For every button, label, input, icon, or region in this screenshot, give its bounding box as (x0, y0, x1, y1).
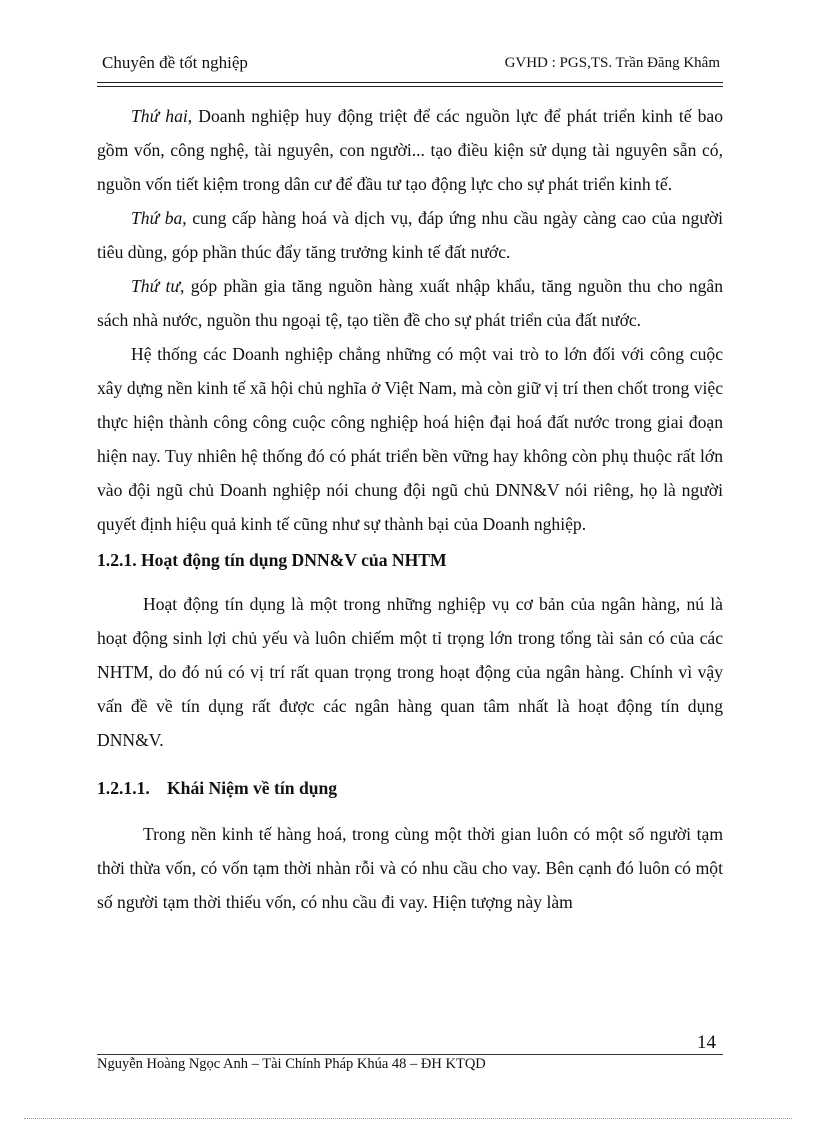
paragraph-thu-tu (97, 269, 723, 337)
paragraph-label: Thứ tư (131, 276, 180, 296)
section-paragraph: Hoạt động tín dụng là một trong những nghiệp vụ cơ bản của ngân hàng, nú là hoạt động sinh lợi chủ yếu và luôn chiếm một tỉ trọng lớn trong tổng tài sản có của các NHTM, do đó nú có vị trí rất quan trọng trong hoạt động của ngân hàng. Chính vì vậy vấn đề về tín dụng rất được các ngân hàng quan tâm nhất là hoạt động tín dụng DNN&V. (97, 594, 723, 750)
page-number: 14 (697, 1032, 716, 1053)
subsection-title: Khái Niệm về tín dụng (167, 778, 338, 798)
paragraph-text: , Doanh nghiệp huy động triệt để các nguồn lực để phát triển kinh tế bao gồm vốn, công nghệ, tài nguyên, con người... tạo điều kiện sử dụng tài nguyên sẵn có, nguồn vốn tiết kiệm trong dân cư để đầu tư tạo động lực cho sự phát triển kinh tế. (97, 106, 724, 194)
section-heading: 1.2.1. Hoạt động tín dụng DNN&V của NHTM (97, 550, 447, 570)
paragraph-he-thong: Hệ thống các Doanh nghiệp chẳng những có một vai trò to lớn đối với công cuộc xây dựng nền kinh tế xã hội chủ nghĩa ở Việt Nam, mà còn giữ vị trí then chốt trong việc thực hiện thành công công cuộc công nghiệp hoá hiện đại hoá đất nước trong giai đoạn hiện nay. Tuy nhiên hệ thống đó có phát triển bền vững hay không còn phụ thuộc rất lớn vào đội ngũ chủ Doanh nghiệp nói chung đội ngũ chủ DNN&V nói riêng, họ là người quyết định hiệu quả kinh tế cũng như sự thành bại của Doanh nghiệp. (97, 344, 723, 534)
paragraph-text: , góp phần gia tăng nguồn hàng xuất nhập khẩu, tăng nguồn thu cho ngân sách nhà nước, nguồn thu ngoại tệ, tạo tiền đề cho sự phát triển của đất nước. (97, 276, 724, 330)
paragraph-label: Thứ ba (131, 208, 183, 228)
paragraph-thu-hai (97, 99, 723, 201)
body-text (97, 99, 723, 919)
header-divider (97, 82, 723, 87)
subsection-paragraph: Trong nền kinh tế hàng hoá, trong cùng một thời gian luôn có một số người tạm thời thừa vốn, có vốn tạm thời nhàn rỗi và có nhu cầu cho vay. Bên cạnh đó luôn có một số người tạm thời thiếu vốn, có nhu cầu đi vay. Hiện tượng này làm (97, 824, 723, 912)
subsection-number: 1.2.1.1. (97, 778, 150, 798)
subsection-heading (97, 771, 723, 805)
footer-author: Nguyễn Hoàng Ngọc Anh – Tài Chính Pháp Khúa 48 – ĐH KTQD (97, 1056, 486, 1072)
header-title: Chuyên đề tốt nghiệp (102, 53, 248, 72)
paragraph-label: Thứ hai (131, 106, 188, 126)
paragraph-thu-ba (97, 201, 723, 269)
paragraph-text: , cung cấp hàng hoá và dịch vụ, đáp ứng nhu cầu ngày càng cao của người tiêu dùng, góp phần thúc đẩy tăng trưởng kinh tế đất nước. (97, 208, 724, 262)
footer-divider (97, 1054, 723, 1055)
page-bottom-edge (24, 1118, 792, 1119)
header-supervisor: GVHD : PGS,TS. Trần Đăng Khâm (504, 55, 720, 71)
